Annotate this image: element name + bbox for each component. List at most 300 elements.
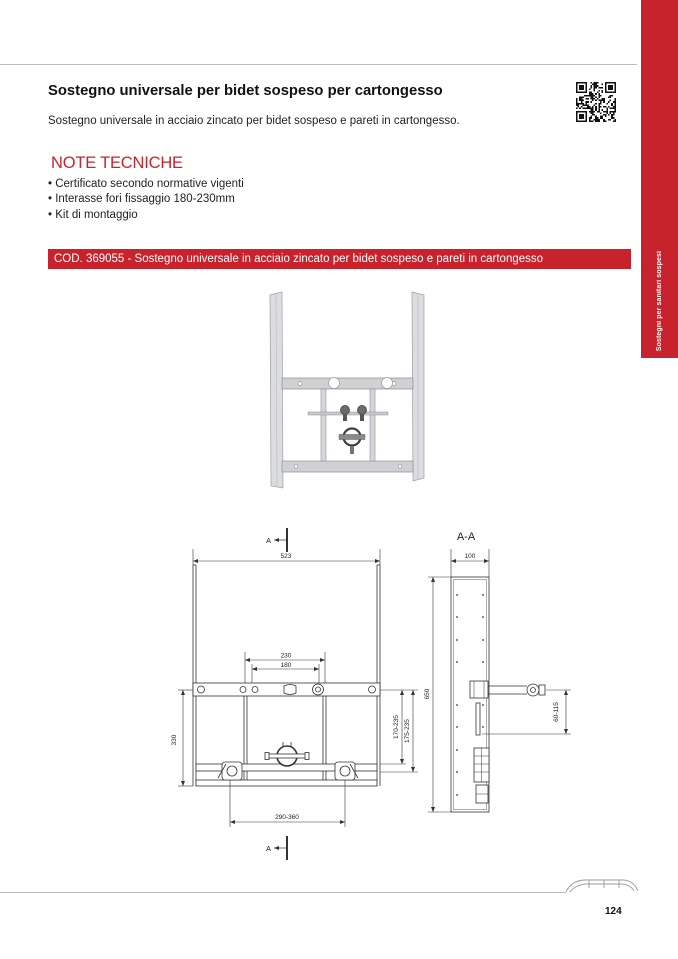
section-mark-top bbox=[266, 528, 287, 552]
frame-hole bbox=[456, 794, 458, 796]
qr-module bbox=[578, 92, 580, 94]
qr-module bbox=[590, 112, 592, 114]
qr-module bbox=[600, 95, 602, 97]
frame-hole bbox=[482, 639, 484, 641]
qr-module bbox=[590, 87, 592, 89]
qr-module bbox=[595, 109, 597, 111]
qr-module bbox=[602, 116, 604, 118]
qr-module bbox=[600, 112, 602, 114]
qr-module bbox=[605, 85, 607, 87]
note-item: • Kit di montaggio bbox=[48, 209, 138, 221]
qr-module bbox=[586, 92, 588, 94]
frame-left-post bbox=[270, 292, 283, 488]
dimension-range-b-label: 175-235 bbox=[404, 719, 411, 743]
center-pipe-clamp bbox=[265, 742, 309, 766]
qr-module bbox=[592, 96, 594, 98]
qr-module bbox=[581, 120, 583, 122]
qr-module bbox=[598, 103, 600, 105]
qr-module bbox=[576, 111, 578, 113]
qr-module bbox=[586, 119, 588, 121]
qr-module bbox=[576, 116, 578, 118]
qr-module bbox=[582, 116, 584, 118]
front-crossbar bbox=[193, 683, 380, 696]
section-tab bbox=[641, 0, 678, 358]
qr-module bbox=[613, 101, 615, 103]
section-mark-top-label: A bbox=[266, 536, 272, 545]
qr-module bbox=[605, 87, 607, 89]
qr-module bbox=[614, 109, 616, 111]
qr-module bbox=[582, 104, 584, 106]
qr-module bbox=[600, 101, 602, 103]
qr-module bbox=[584, 111, 586, 113]
frame-right-post bbox=[412, 292, 424, 481]
qr-module bbox=[581, 101, 583, 103]
qr-module bbox=[610, 119, 612, 121]
qr-module bbox=[581, 106, 583, 108]
qr-module bbox=[595, 117, 597, 119]
dimension-offset-label: 60-115 bbox=[553, 702, 560, 722]
qr-module bbox=[584, 108, 586, 110]
qr-module bbox=[579, 103, 581, 105]
qr-module bbox=[614, 100, 616, 102]
qr-module bbox=[603, 106, 605, 108]
qr-module bbox=[590, 82, 592, 84]
qr-module bbox=[610, 88, 612, 90]
qr-module bbox=[576, 82, 578, 84]
frame-hole bbox=[456, 771, 458, 773]
product-photo bbox=[262, 285, 432, 495]
qr-module bbox=[590, 108, 592, 110]
product-code-bar bbox=[48, 249, 631, 269]
qr-module bbox=[610, 108, 612, 110]
qr-module bbox=[595, 84, 597, 86]
qr-module bbox=[576, 103, 578, 105]
qr-module bbox=[598, 120, 600, 122]
qr-module bbox=[581, 92, 583, 94]
qr-module bbox=[600, 103, 602, 105]
qr-module bbox=[605, 111, 607, 113]
rail-ornament-icon bbox=[566, 880, 638, 892]
qr-module bbox=[595, 119, 597, 121]
qr-module bbox=[597, 85, 599, 87]
qr-module bbox=[594, 119, 596, 121]
qr-module bbox=[576, 90, 578, 92]
qr-module bbox=[589, 88, 591, 90]
qr-module bbox=[595, 120, 597, 122]
qr-module bbox=[598, 104, 600, 106]
qr-module bbox=[592, 93, 594, 95]
qr-module bbox=[582, 100, 584, 102]
qr-module bbox=[613, 92, 615, 94]
qr-module bbox=[576, 85, 578, 87]
qr-module bbox=[611, 87, 613, 89]
qr-module bbox=[586, 111, 588, 113]
qr-module bbox=[581, 103, 583, 105]
qr-module bbox=[608, 96, 610, 98]
qr-module bbox=[603, 111, 605, 113]
qr-module bbox=[614, 88, 616, 90]
qr-module bbox=[590, 120, 592, 122]
qr-module bbox=[597, 117, 599, 119]
frame-hole bbox=[482, 726, 484, 728]
qr-module bbox=[582, 111, 584, 113]
qr-module bbox=[614, 104, 616, 106]
dimension-frame-height-label: 330 bbox=[171, 734, 178, 746]
qr-module bbox=[605, 84, 607, 86]
page-number: 124 bbox=[605, 906, 622, 917]
qr-module bbox=[586, 101, 588, 103]
qr-module bbox=[578, 104, 580, 106]
qr-module bbox=[613, 108, 615, 110]
product-description: Sostegno universale in acciaio zincato per bidet sospeso e pareti in cartongesso. bbox=[48, 115, 460, 127]
qr-module bbox=[589, 93, 591, 95]
qr-module bbox=[586, 108, 588, 110]
qr-module bbox=[613, 117, 615, 119]
qr-module bbox=[590, 93, 592, 95]
qr-module bbox=[613, 114, 615, 116]
qr-code bbox=[576, 82, 616, 122]
right-fitting bbox=[335, 762, 358, 780]
qr-module bbox=[586, 85, 588, 87]
qr-module bbox=[614, 92, 616, 94]
qr-module bbox=[614, 98, 616, 100]
qr-module bbox=[595, 108, 597, 110]
qr-module bbox=[598, 111, 600, 113]
qr-module bbox=[610, 112, 612, 114]
qr-module bbox=[582, 82, 584, 84]
section-view bbox=[424, 531, 571, 812]
qr-module bbox=[581, 85, 583, 87]
dimension-height-label: 650 bbox=[424, 688, 431, 700]
qr-module bbox=[579, 87, 581, 89]
qr-module bbox=[582, 103, 584, 105]
qr-module bbox=[576, 87, 578, 89]
qr-module bbox=[578, 106, 580, 108]
qr-module bbox=[602, 87, 604, 89]
qr-module bbox=[605, 120, 607, 122]
qr-module bbox=[598, 109, 600, 111]
qr-module bbox=[605, 82, 607, 84]
frame-top-crossbar bbox=[282, 378, 413, 389]
qr-module bbox=[611, 114, 613, 116]
qr-module bbox=[576, 117, 578, 119]
header-rule bbox=[0, 64, 637, 65]
qr-module bbox=[587, 98, 589, 100]
qr-module bbox=[608, 85, 610, 87]
qr-module bbox=[586, 103, 588, 105]
qr-module bbox=[594, 87, 596, 89]
qr-module bbox=[595, 85, 597, 87]
qr-module bbox=[611, 88, 613, 90]
qr-module bbox=[584, 104, 586, 106]
footer-rule bbox=[0, 872, 642, 900]
qr-module bbox=[597, 111, 599, 113]
qr-module bbox=[614, 87, 616, 89]
qr-module bbox=[590, 98, 592, 100]
qr-module bbox=[590, 116, 592, 118]
qr-module bbox=[586, 112, 588, 114]
qr-module bbox=[610, 87, 612, 89]
qr-module bbox=[587, 95, 589, 97]
qr-module bbox=[595, 103, 597, 105]
qr-module bbox=[579, 111, 581, 113]
qr-module bbox=[586, 90, 588, 92]
front-view bbox=[171, 528, 418, 860]
frame-hole bbox=[456, 616, 458, 618]
qr-module bbox=[587, 106, 589, 108]
product-code-text: COD. 369055 - Sostegno universale in acciaio zincato per bidet sospeso e pareti in cartongesso bbox=[54, 253, 544, 265]
qr-module bbox=[608, 119, 610, 121]
qr-module bbox=[605, 114, 607, 116]
qr-module bbox=[614, 82, 616, 84]
qr-module bbox=[576, 92, 578, 94]
qr-module bbox=[602, 90, 604, 92]
frame-hole bbox=[456, 594, 458, 596]
qr-module bbox=[592, 106, 594, 108]
qr-module bbox=[597, 119, 599, 121]
qr-module bbox=[586, 88, 588, 90]
qr-module bbox=[603, 100, 605, 102]
qr-module bbox=[586, 116, 588, 118]
qr-module bbox=[614, 101, 616, 103]
qr-module bbox=[600, 87, 602, 89]
qr-module bbox=[610, 82, 612, 84]
qr-module bbox=[584, 120, 586, 122]
qr-module bbox=[576, 112, 578, 114]
qr-module bbox=[614, 103, 616, 105]
qr-module bbox=[611, 95, 613, 97]
qr-module bbox=[589, 95, 591, 97]
qr-module bbox=[608, 82, 610, 84]
qr-module bbox=[610, 92, 612, 94]
qr-module bbox=[605, 116, 607, 118]
qr-module bbox=[592, 120, 594, 122]
qr-module bbox=[590, 96, 592, 98]
qr-module bbox=[582, 87, 584, 89]
qr-module bbox=[579, 82, 581, 84]
qr-module bbox=[581, 116, 583, 118]
qr-module bbox=[614, 106, 616, 108]
dimension-range-a-label: 170-235 bbox=[393, 715, 400, 739]
qr-module bbox=[608, 106, 610, 108]
qr-module bbox=[611, 117, 613, 119]
qr-module bbox=[582, 120, 584, 122]
frame-bottom-crossbar bbox=[282, 461, 413, 472]
qr-module bbox=[581, 117, 583, 119]
qr-module bbox=[598, 119, 600, 121]
qr-module bbox=[581, 82, 583, 84]
qr-module bbox=[576, 88, 578, 90]
section-view-title: A-A bbox=[456, 531, 476, 543]
dimension-base-span bbox=[230, 780, 345, 827]
qr-module bbox=[603, 114, 605, 116]
qr-module bbox=[592, 114, 594, 116]
qr-module bbox=[579, 116, 581, 118]
qr-module bbox=[595, 116, 597, 118]
product-title: Sostegno universale per bidet sospeso per cartongesso bbox=[48, 83, 443, 99]
note-item: • Certificato secondo normative vigenti bbox=[48, 178, 244, 190]
qr-module bbox=[611, 82, 613, 84]
qr-module bbox=[576, 98, 578, 100]
qr-module bbox=[590, 117, 592, 119]
dimension-interaxis-outer-label: 230 bbox=[280, 652, 292, 660]
qr-module bbox=[608, 114, 610, 116]
qr-module bbox=[592, 98, 594, 100]
qr-module bbox=[613, 111, 615, 113]
qr-module bbox=[614, 90, 616, 92]
qr-module bbox=[614, 120, 616, 122]
section-mark-bottom-label: A bbox=[266, 844, 272, 853]
qr-module bbox=[587, 101, 589, 103]
frame-hole bbox=[456, 704, 458, 706]
qr-module bbox=[586, 95, 588, 97]
qr-module bbox=[587, 108, 589, 110]
qr-module bbox=[592, 108, 594, 110]
qr-module bbox=[610, 111, 612, 113]
qr-module bbox=[598, 108, 600, 110]
qr-module bbox=[611, 111, 613, 113]
dimension-height bbox=[424, 577, 451, 812]
qr-module bbox=[605, 106, 607, 108]
qr-module bbox=[606, 82, 608, 84]
dimension-width-label: 523 bbox=[280, 553, 292, 560]
qr-module bbox=[578, 103, 580, 105]
qr-module bbox=[610, 85, 612, 87]
qr-module bbox=[579, 114, 581, 116]
qr-module bbox=[589, 92, 591, 94]
qr-module bbox=[582, 92, 584, 94]
qr-module bbox=[605, 92, 607, 94]
pipe-clamp bbox=[339, 429, 365, 455]
qr-module bbox=[608, 87, 610, 89]
frame-hole bbox=[482, 704, 484, 706]
notes-heading: NOTE TECNICHE bbox=[51, 154, 183, 172]
dimension-depth-label: 100 bbox=[464, 553, 476, 560]
qr-module bbox=[595, 100, 597, 102]
qr-module bbox=[594, 84, 596, 86]
qr-module bbox=[581, 87, 583, 89]
frame-hole bbox=[482, 594, 484, 596]
qr-module bbox=[582, 96, 584, 98]
frame-hole bbox=[482, 661, 484, 663]
qr-module bbox=[598, 93, 600, 95]
section-lever bbox=[476, 703, 480, 735]
qr-module bbox=[582, 114, 584, 116]
qr-module bbox=[592, 100, 594, 102]
qr-module bbox=[611, 104, 613, 106]
qr-module bbox=[600, 116, 602, 118]
qr-module bbox=[592, 109, 594, 111]
qr-module bbox=[589, 106, 591, 108]
dimension-range-a bbox=[380, 690, 418, 764]
qr-module bbox=[579, 117, 581, 119]
dimension-interaxis-inner-label: 180 bbox=[280, 662, 292, 669]
dimension-frame-height bbox=[171, 690, 193, 786]
qr-module bbox=[608, 92, 610, 94]
qr-module bbox=[576, 114, 578, 116]
qr-module bbox=[576, 120, 578, 122]
section-lower-fitting bbox=[474, 748, 489, 803]
qr-module bbox=[611, 108, 613, 110]
qr-module bbox=[602, 92, 604, 94]
qr-module bbox=[598, 106, 600, 108]
qr-module bbox=[584, 92, 586, 94]
qr-module bbox=[594, 90, 596, 92]
qr-module bbox=[608, 101, 610, 103]
qr-module bbox=[586, 114, 588, 116]
qr-module bbox=[597, 82, 599, 84]
qr-module bbox=[586, 82, 588, 84]
qr-module bbox=[595, 93, 597, 95]
qr-module bbox=[606, 92, 608, 94]
qr-module bbox=[613, 106, 615, 108]
qr-module bbox=[598, 95, 600, 97]
dimension-offset bbox=[482, 690, 571, 734]
qr-module bbox=[579, 92, 581, 94]
qr-module bbox=[614, 85, 616, 87]
qr-module bbox=[576, 100, 578, 102]
dimension-depth bbox=[451, 549, 489, 577]
qr-module bbox=[606, 109, 608, 111]
frame-inner-rails bbox=[308, 389, 388, 461]
qr-module bbox=[587, 104, 589, 106]
qr-module bbox=[611, 116, 613, 118]
qr-module bbox=[603, 98, 605, 100]
qr-module bbox=[602, 109, 604, 111]
qr-module bbox=[586, 87, 588, 89]
qr-module bbox=[586, 120, 588, 122]
frame-hole bbox=[456, 726, 458, 728]
qr-module bbox=[579, 100, 581, 102]
qr-module bbox=[598, 100, 600, 102]
qr-module bbox=[576, 84, 578, 86]
qr-module bbox=[579, 88, 581, 90]
qr-module bbox=[589, 120, 591, 122]
qr-module bbox=[589, 117, 591, 119]
dimension-interaxis-inner bbox=[252, 662, 319, 683]
qr-module bbox=[606, 103, 608, 105]
qr-module bbox=[614, 84, 616, 86]
qr-module bbox=[590, 95, 592, 97]
qr-module bbox=[586, 104, 588, 106]
qr-module bbox=[576, 108, 578, 110]
qr-module bbox=[581, 88, 583, 90]
qr-module bbox=[595, 87, 597, 89]
qr-module bbox=[606, 111, 608, 113]
qr-module bbox=[579, 108, 581, 110]
qr-module bbox=[584, 82, 586, 84]
qr-module bbox=[590, 92, 592, 94]
qr-module bbox=[611, 85, 613, 87]
frame-hole bbox=[456, 639, 458, 641]
frame-hole bbox=[456, 661, 458, 663]
note-item: • Interasse fori fissaggio 180-230mm bbox=[48, 193, 235, 205]
qr-module bbox=[582, 85, 584, 87]
qr-module bbox=[603, 119, 605, 121]
qr-module bbox=[594, 111, 596, 113]
technical-drawing bbox=[150, 515, 580, 875]
qr-module bbox=[611, 92, 613, 94]
qr-module bbox=[597, 120, 599, 122]
qr-module bbox=[598, 90, 600, 92]
qr-module bbox=[592, 112, 594, 114]
qr-module bbox=[598, 96, 600, 98]
qr-module bbox=[597, 92, 599, 94]
qr-module bbox=[594, 88, 596, 90]
qr-module bbox=[606, 112, 608, 114]
qr-module bbox=[614, 108, 616, 110]
qr-module bbox=[579, 120, 581, 122]
